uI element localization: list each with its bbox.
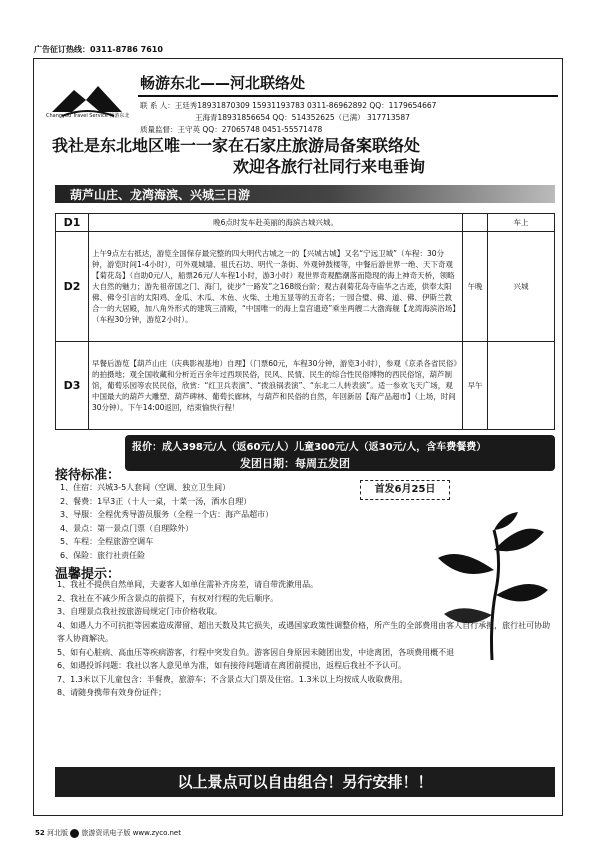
list-item: 4、景点：第一景点门票（自理除外） bbox=[60, 523, 194, 533]
list-item: 3、导服：全程优秀导游员服务（全程一个店：海产品超市） bbox=[60, 510, 274, 519]
day-description: 晚6点时发车赴美丽的海滨古城兴城。 bbox=[89, 214, 463, 232]
day-label: D2 bbox=[56, 232, 89, 342]
contact-line-3: 质量监督：王守英 QQ：27065748 0451-55571478 bbox=[140, 125, 323, 134]
list-item: 8、请随身携带有效身份证件； bbox=[57, 688, 167, 697]
route-title: 葫芦山庄、龙湾海滨、兴城三日游 bbox=[70, 188, 251, 202]
day-meals: 午晚 bbox=[463, 232, 488, 342]
itinerary-row-d3 bbox=[56, 342, 555, 430]
list-item: 6、如遇投诉问题：我社以客人意见单为准，如有接待问题请在离团前提出，返程后我社不予认可。 bbox=[57, 661, 407, 670]
list-item: 2、餐费：1早3正（十人一桌，十菜一汤，酒水自理） bbox=[60, 496, 252, 506]
list-item: 5、车程：全程旅游空调车 bbox=[60, 537, 154, 546]
day-lodging bbox=[488, 342, 555, 430]
edition-label: 河北版 bbox=[46, 829, 68, 837]
day-lodging: 车上 bbox=[488, 214, 555, 232]
list-item: 4、如遇人力不可抗拒等因素造成滞留、超出天数及其它损失，或遇国家政策性调整价格，所产生的全部费用由客人自行承担，旅行社可协助客人协商解决。 bbox=[57, 620, 551, 643]
header-title: 畅游东北——河北联络处 bbox=[140, 74, 306, 92]
day-description: 上午9点左右抵达，游览全国保存最完整的四大明代古城之一的【兴城古城】又名“宁远卫城”（车程：30分钟，游览时间1-4小时），可外观城墙、祖氏石坊、明代一条街、外观钟鼓楼等，中餐后游世界一绝、天下奇观【菊花岛】（自助0元/人，船票26元/人车程1小时，游3小时）观世界奇观酷潮落而隐现的海上神奇天桥，领略大自然的魅力；游先祖帝国之门、海门，徒步“一路发”之168级台阶；观古刹菊花岛寺庙华之古迹，供奉太阳佛、佛令引言的太阳鸡、金瓜、木瓜、木鱼、火柴、土地五显等的五奇名；一园合璧、佛、道、佛、伊斯兰教合一的大居殿，加八角外形式的建筑三清殿，“中国唯一的海上皇宫遗迹”乘坐两艘二大渤海舰【龙湾海滨浴场】（车程30分钟，游览2小时）。 bbox=[89, 232, 463, 342]
list-item: 6、保险：旅行社责任险 bbox=[60, 550, 146, 560]
bottom-banner-text: 以上景点可以自由组合！另行安排！！ bbox=[177, 773, 433, 791]
brand-name: 旅游资讯电子版 bbox=[81, 829, 131, 837]
day-label: D3 bbox=[56, 342, 89, 430]
contact-line-2: 王海青18931856654 QQ：514352625（已满） 317713587 bbox=[195, 113, 410, 122]
header-divider bbox=[138, 95, 558, 97]
first-departure-badge: 首发6月25日 bbox=[360, 480, 450, 500]
website-url: www.zyco.net bbox=[132, 829, 181, 837]
standards-title: 接待标准： bbox=[55, 468, 121, 483]
list-item: 2、我社在不减少所含景点的前提下，有权对行程的先后顺序。 bbox=[57, 593, 279, 603]
day-meals: 早午 bbox=[463, 342, 488, 430]
headline-registered: 我社是东北地区唯一一家在石家庄旅游局备案联络处 bbox=[52, 136, 421, 155]
list-item: 1、住宿：兴城3-5人套间（空调、独立卫生间） bbox=[60, 483, 231, 492]
standards-list bbox=[60, 481, 273, 562]
tips-list bbox=[57, 578, 557, 700]
list-item: 1、我社不提供自然单间，夫妻客人如单住需补齐房差，请自带洗漱用品。 bbox=[57, 580, 319, 589]
list-item: 3、自理景点我社按旅游局规定门市价格收取。 bbox=[57, 607, 223, 616]
day-lodging: 兴城 bbox=[488, 232, 555, 342]
day-description: 早餐后游览【葫芦山庄（庆典影视基地）自理】（门票60元，车程30分钟，游览3小时），参观《京杀各省民俗》的拍摄地；观全国收藏和分析近百余年过西坝民俗，民风、民情、民生的综合性民俗博物的西民俗馆，葫芦制馆，葡萄乐园等农民民俗，欣赏：“红卫兵表演”、“拨浪锅表演”、“东北二人转表演”。适一参欢飞天广场，观中国最大的葫芦大雕塑、葫芦碑林、葡萄长廊林，与葫芦和民俗的自然，年回新居【海产品超市】（上场，时间30分钟）。下午14:00返回，结束愉快行程！ bbox=[89, 342, 463, 430]
price-text: 报价：成人398元/人（返60元/人）儿童300元/人（返30元/人，含车费餐费） bbox=[132, 442, 487, 453]
page-footer bbox=[35, 828, 181, 838]
ad-hotline: 广告征订热线：0311-8786 7610 bbox=[34, 45, 163, 54]
day-label: D1 bbox=[56, 214, 89, 232]
itinerary-row-d1 bbox=[56, 214, 555, 232]
departure-date-text: 发团日期：每周五发团 bbox=[240, 457, 350, 470]
itinerary-row-d2 bbox=[56, 232, 555, 342]
brand-logo-icon bbox=[70, 829, 79, 838]
headline-welcome: 欢迎各旅行社同行来电垂询 bbox=[233, 157, 426, 176]
contact-line-1: 联 系 人：王廷秀18931870309 15931193783 0311-86962892 QQ：1179654667 bbox=[140, 101, 437, 110]
page-number: 52 bbox=[35, 829, 45, 837]
list-item: 5、如有心脏病、高血压等疾病游客，行程中突发自负。游客因自身原因未随团出发，中途离团，各项费用概不退 bbox=[57, 647, 455, 657]
logo-caption: Changyou Travel Service 畅游东北 bbox=[46, 113, 130, 119]
list-item: 7、1.3米以下儿童包含：半餐费，旅游车；不含景点大门票及住宿。1.3米以上均按成人收取费用。 bbox=[57, 674, 408, 684]
tips-title: 温馨提示： bbox=[55, 567, 121, 582]
day-meals bbox=[463, 214, 488, 232]
itinerary-table bbox=[55, 213, 555, 430]
